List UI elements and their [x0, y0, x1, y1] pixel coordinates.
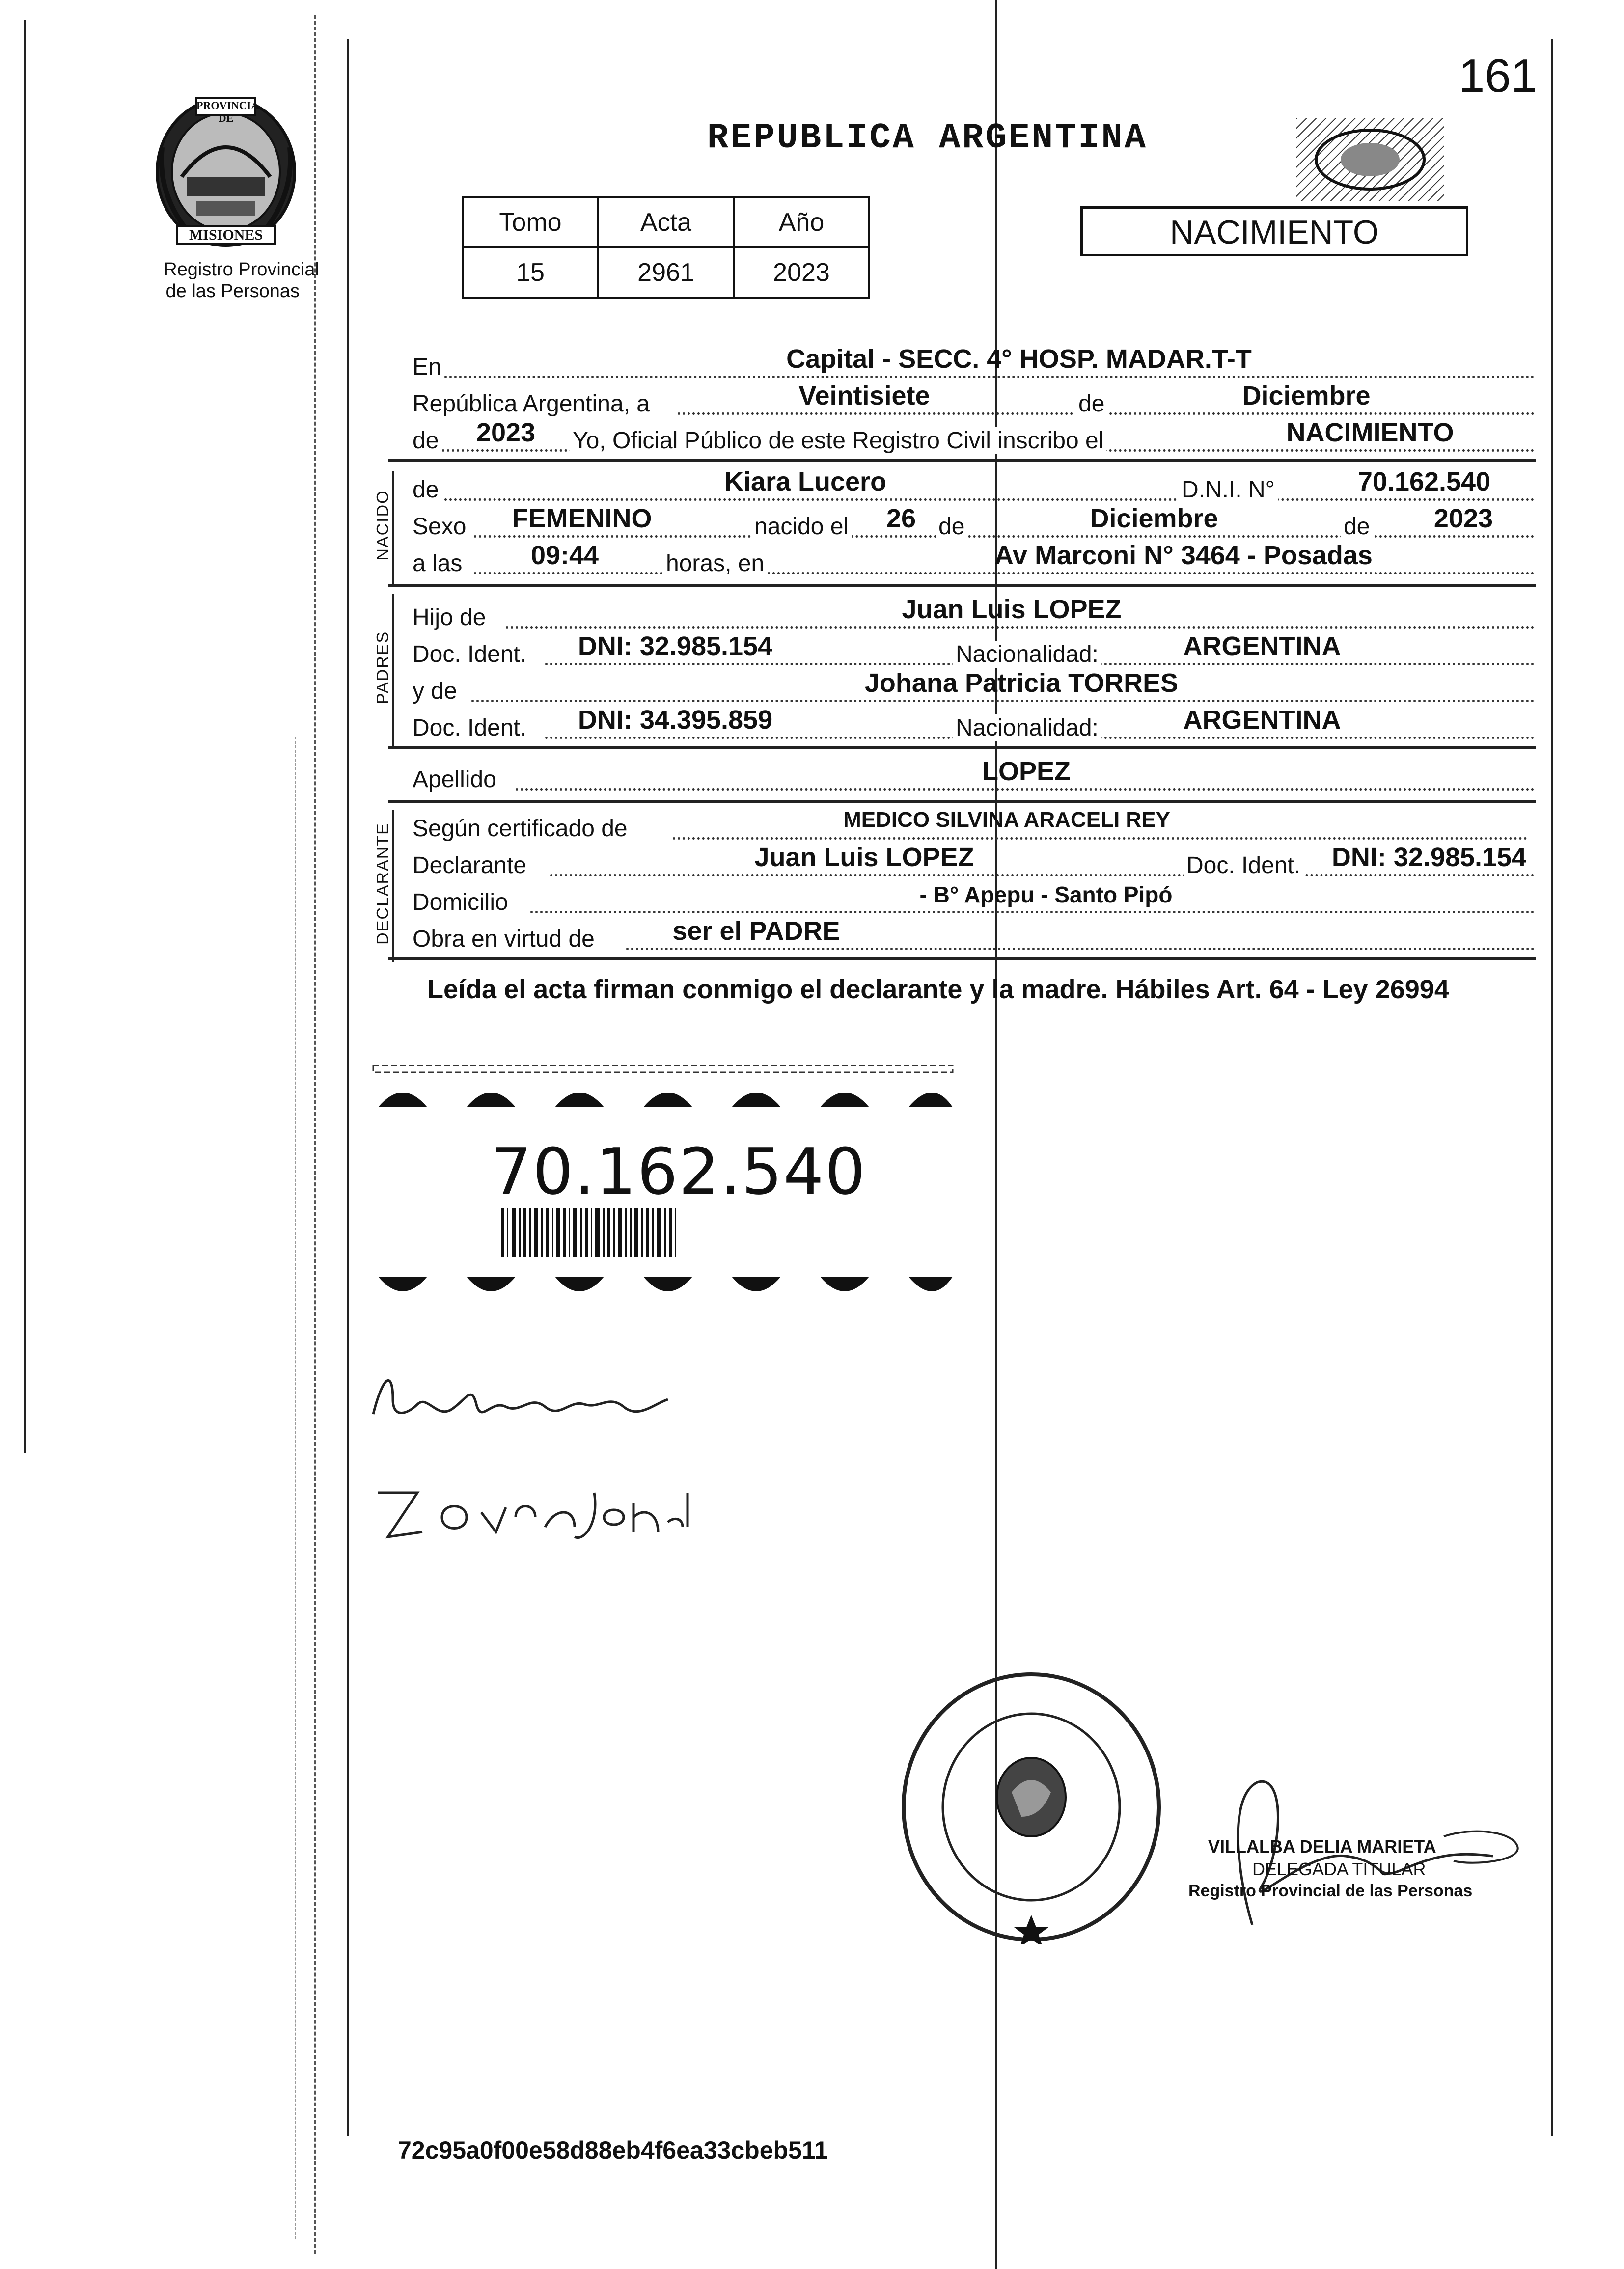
birth-day-value: 26 — [886, 504, 916, 533]
act-type-box — [1080, 206, 1468, 256]
anio-header: Año — [734, 197, 869, 247]
mother-doc-label: Doc. Ident. — [413, 715, 527, 741]
nacido-name-dots — [444, 498, 1535, 501]
barcode-number: 70.162.540 — [491, 1134, 867, 1209]
act-type-label: NACIMIENTO — [1170, 214, 1379, 251]
mother-nat-label: Nacionalidad: — [953, 714, 1101, 741]
hijo-de-label: Hijo de — [413, 604, 486, 630]
sexo-dots — [474, 535, 1535, 538]
nacido-de-label: de — [413, 477, 439, 503]
hour-value: 09:44 — [530, 541, 599, 570]
domicilio-label: Domicilio — [413, 889, 508, 915]
apellido-rule — [388, 800, 1536, 803]
registry-logo — [147, 88, 304, 255]
oficial-text: Yo, Oficial Público de este Registro Civil inscribo el — [570, 427, 1106, 454]
republica-label: República Argentina, a — [413, 391, 650, 417]
father-nat-value: ARGENTINA — [1183, 631, 1341, 661]
nacido-rule — [388, 584, 1536, 587]
mother-signature — [368, 1473, 692, 1547]
left-margin-rule — [24, 20, 26, 1453]
horas-en-label: horas, en — [663, 550, 767, 577]
nacido-section-label: NACIDO — [373, 490, 392, 561]
nacido-name-value: Kiara Lucero — [724, 467, 887, 496]
domicilio-value: - B° Apepu - Santo Pipó — [919, 882, 1173, 907]
declarante-section-label: DECLARANTE — [373, 822, 392, 945]
en-label: En — [413, 354, 441, 380]
declarante-label: Declarante — [413, 852, 527, 878]
en-value: Capital - SECC. 4° HOSP. MADAR.T-T — [786, 344, 1252, 374]
intro-rule — [388, 459, 1536, 462]
declarante-dots — [550, 874, 1535, 876]
hour-dots — [474, 572, 1535, 574]
father-signature — [363, 1365, 678, 1434]
barcode-label — [368, 1061, 958, 1306]
year-prefix-label: de — [413, 428, 439, 454]
mother-nat-value: ARGENTINA — [1183, 705, 1341, 735]
day-value: Veintisiete — [798, 381, 930, 410]
month-value: Diciembre — [1242, 381, 1371, 410]
padres-rule — [388, 746, 1536, 749]
tomo-header: Tomo — [463, 197, 598, 247]
logo-text-top: PROVINCIA DE — [196, 99, 259, 124]
obra-label: Obra en virtud de — [413, 926, 595, 952]
apellido-dots — [516, 788, 1535, 791]
tomo-value: 15 — [463, 247, 598, 298]
official-seal — [899, 1669, 1164, 1944]
tomo-acta-table — [462, 196, 870, 299]
padres-section-label: PADRES — [373, 630, 392, 705]
mother-name-value: Johana Patricia TORRES — [864, 668, 1179, 698]
closing-text: Leída el acta firman conmigo el declarante y la madre. Hábiles Art. 64 - Ley 26994 — [427, 975, 1449, 1004]
acta-header: Acta — [598, 197, 734, 247]
father-name-value: Juan Luis LOPEZ — [902, 595, 1122, 624]
birth-month-value: Diciembre — [1090, 504, 1218, 533]
certificado-dots — [673, 837, 1527, 840]
de-label-3: de — [1341, 513, 1373, 540]
certificado-label: Según certificado de — [413, 816, 628, 842]
form-right-border — [1551, 39, 1553, 2136]
mother-dots — [471, 700, 1535, 702]
nacido-el-label: nacido el — [751, 513, 852, 540]
page-number: 161 — [1459, 50, 1538, 102]
mother-doc-value: DNI: 34.395.859 — [578, 705, 773, 735]
a-las-label: a las — [413, 550, 463, 576]
apellido-label: Apellido — [413, 766, 496, 793]
left-dash-rule-2 — [295, 737, 296, 2239]
obra-dots — [626, 948, 1535, 950]
left-dash-rule — [314, 15, 316, 2254]
y-de-label: y de — [413, 678, 457, 704]
registry-name-line2: de las Personas — [165, 281, 300, 301]
de-label-1: de — [1075, 390, 1107, 417]
acta-value: 2961 — [598, 247, 734, 298]
father-doc-value: DNI: 32.985.154 — [578, 631, 773, 661]
birth-place-value: Av Marconi N° 3464 - Posadas — [994, 541, 1373, 570]
father-nat-label: Nacionalidad: — [953, 641, 1101, 668]
birth-year-value: 2023 — [1433, 504, 1493, 533]
apellido-value: LOPEZ — [982, 757, 1071, 786]
declarante-rule — [388, 957, 1536, 960]
security-hologram — [1296, 118, 1444, 201]
form-left-border — [347, 39, 349, 2136]
declarante-doc-value: DNI: 32.985.154 — [1331, 843, 1527, 872]
country-heading: REPUBLICA ARGENTINA — [707, 118, 1148, 158]
obra-value: ser el PADRE — [672, 916, 840, 946]
stamp-line2: DELEGADA TITULAR — [1252, 1859, 1426, 1879]
year-value: 2023 — [476, 418, 536, 447]
domicilio-dots — [530, 911, 1535, 913]
anio-value: 2023 — [734, 247, 869, 298]
official-stamp — [1179, 1777, 1532, 1935]
dni-label: D.N.I. N° — [1179, 476, 1278, 503]
de-label-2: de — [936, 513, 967, 540]
sexo-label: Sexo — [413, 514, 467, 540]
father-doc-label: Doc. Ident. — [413, 641, 527, 667]
inscribe-value: NACIMIENTO — [1286, 418, 1454, 447]
dni-value: 70.162.540 — [1357, 467, 1491, 496]
declarante-doc-label: Doc. Ident. — [1184, 852, 1303, 879]
certificado-value: MEDICO SILVINA ARACELI REY — [843, 808, 1170, 832]
stamp-line1: VILLALBA DELIA MARIETA — [1208, 1836, 1436, 1857]
declarante-value: Juan Luis LOPEZ — [754, 843, 974, 872]
en-dots — [444, 376, 1535, 378]
father-dots — [506, 626, 1535, 629]
sexo-value: FEMENINO — [512, 504, 652, 533]
stamp-line3: Registro Provincial de las Personas — [1188, 1882, 1473, 1900]
footer-hash: 72c95a0f00e58d88eb4f6ea33cbeb511 — [398, 2136, 828, 2164]
logo-text-bottom: MISIONES — [189, 227, 263, 243]
registry-name-line1: Registro Provincial — [164, 259, 319, 280]
